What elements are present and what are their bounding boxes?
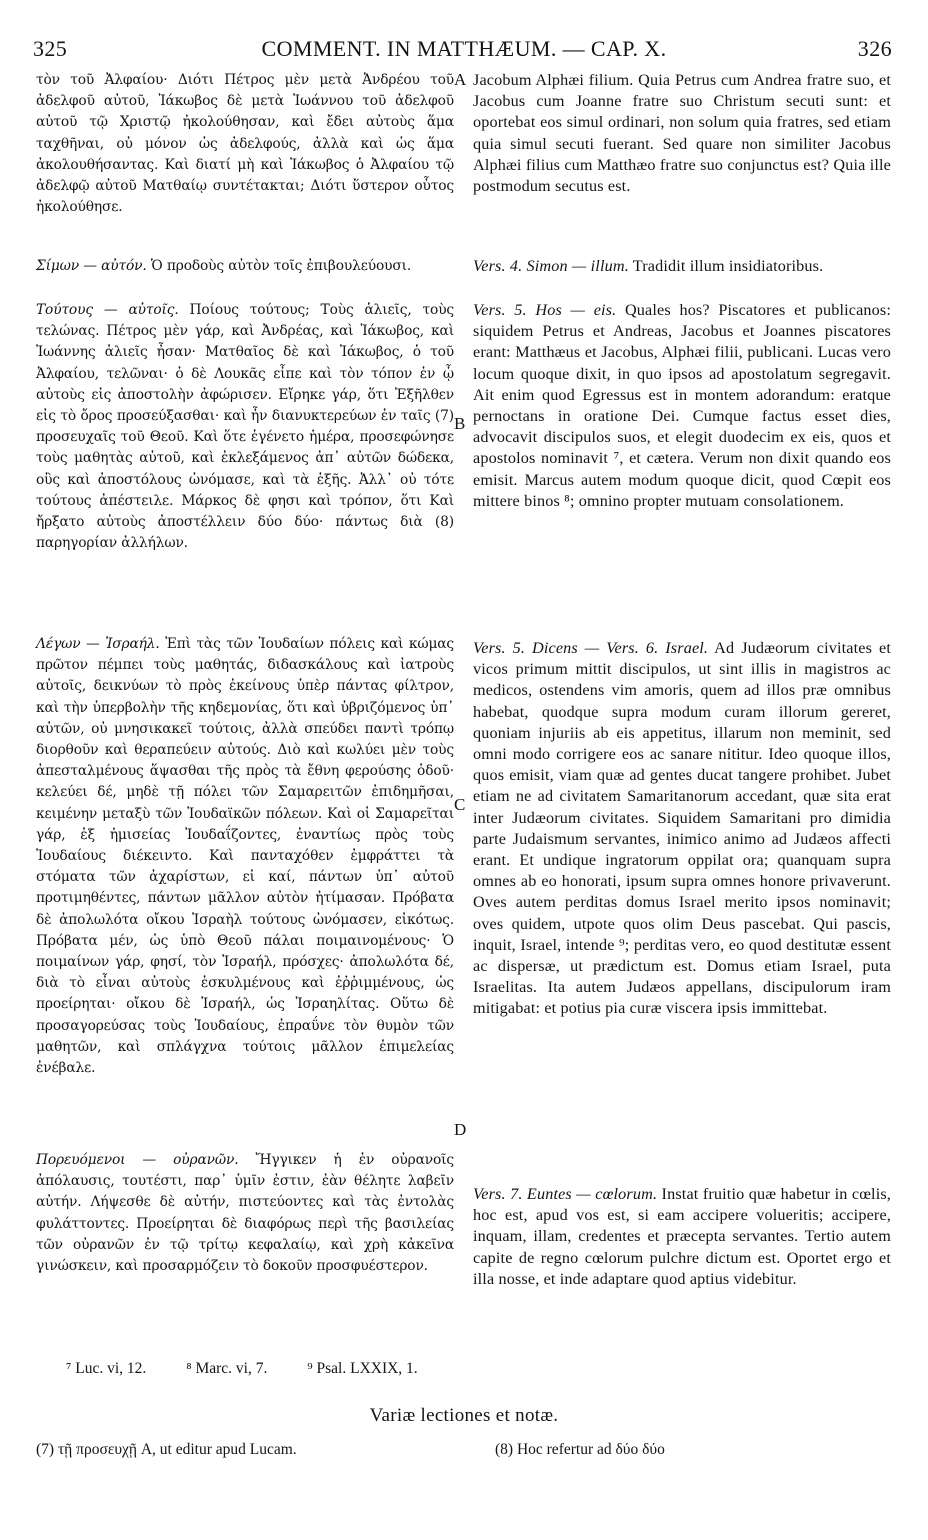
greek-lemma-4: Λέγων — Ἰσραήλ. bbox=[36, 636, 160, 652]
latin-lemma-4: Vers. 5. Dicens — Vers. 6. Israel. bbox=[473, 639, 709, 657]
greek-text-4: Ἐπὶ τὰς τῶν Ἰουδαίων πόλεις καὶ κώμας πρῶτον πέμπει τοὺς μαθητάς, διδασκάλους καὶ ἰατροὺς αὐτοῖς, δεικνύων τὸ πρὸς ἐκείνους ὑπὲρ πάντας φίλτρον, καὶ τὴν ὑπερβολὴν τῆς κηδεμονίας, ὅτι καὶ ὑβριζόμενος ὑπ᾽ αὐτῶν, οὐ μνησικακεῖ τούτοις, ἀλλὰ σπεύδει παντὶ τρόπῳ διορθοῦν καὶ θεραπεύειν αὐτούς. Διὸ καὶ κωλύει μὲν τοὺς ἀπεσταλμένους ἅψασθαι τῆς πρὸς τὰ ἔθνη φερούσης ὁδοῦ· κελεύει δέ, μηδὲ τῇ πόλει τῶν Σαμαρειτῶν ἐπιδημῆσαι, κειμένην μεταξὺ τῶν Ἰουδαϊκῶν πόλεων. Καὶ οἱ Σαμαρεῖται γάρ, ἐξ ἡμισείας Ἰουδαΐζοντες, ἐναντίως πρὸς τοὺς Ἰουδαίους διέκειντο. Καὶ πανταχόθεν ἐμφράττει τὰ στόματα τῶν ἀχαρίστων, εἰ καί, πάντων ὑπ᾽ αὐτοῦ προτιμηθέντες, πάντων μᾶλλον αὐτὸν ἠτίμασαν. Πρόβατα δὲ ἀπολωλότα οἴκου Ἰσραὴλ τούτους ὠνόμασεν, εἰκότως. Πρόβατα μέν, ὡς ὑπὸ Θεοῦ πάλαι ποιμαινομένους· Ὁ ποιμαίνων γάρ, φησί, τὸν Ἰσραήλ, πρόσχες· ἀπολωλότα δέ, διὰ τὸ εἶναι αὐτοὺς ἐσκυλμένους καὶ ἐῤῥιμμένους, ὡς προείρηται· οἴκου δὲ Ἰσραήλ, ὡς Ἰσραηλίτας. Οὕτω δὲ προσαγορεύσας τοὺς Ἰουδαίους, ἐπραΰνε τὸν θυμὸν τῶν μαθητῶν, καὶ σπλάγχνα τούτοις μᾶλλον ἐπιμελείας ἐνέβαλε. bbox=[36, 636, 455, 1077]
footnote-9: ⁹ Psal. LXXIX, 1. bbox=[307, 1360, 418, 1377]
scripture-footnotes bbox=[66, 1360, 906, 1378]
page-header bbox=[0, 36, 928, 64]
greek-paragraph-3 bbox=[36, 300, 454, 554]
greek-lemma-5: Πορευόμενοι — οὐρανῶν. bbox=[36, 1152, 239, 1168]
greek-paragraph-2 bbox=[36, 256, 454, 277]
greek-text-2: Ὁ προδοὺς αὐτὸν τοῖς ἐπιβουλεύουσι. bbox=[146, 258, 412, 274]
footnote-8: ⁸ Marc. vi, 7. bbox=[186, 1360, 268, 1377]
greek-lemma-2: Σίμων — αὐτόν. bbox=[36, 258, 147, 274]
margin-letter-a: A bbox=[454, 70, 467, 89]
greek-lemma-3: Τούτους — αὐτοῖς. bbox=[36, 302, 179, 318]
latin-lemma-5: Vers. 7. Euntes — cœlorum. bbox=[473, 1185, 658, 1203]
latin-text-3: Quales hos? Piscatores et publicanos: siquidem Petrus et Andreas, Jacobus et Joannes piscatores erant: Matthæus et Jacobus, Alphæi filii, publicani. Lucas vero locum quoque dixit, in quo ipsos ad apostolatum segregavit. Ait enim quod Egressus est in montem adorandum: eratque pernoctans in oratione Dei. Cumque factus esset dies, advocavit discipulos suos, et elegit duodecim ex eis, quos et apostolos nominavit ⁷, et cætera. Verum non dixit quando eos emisit. Marcus autem modum quoque dicit, quod Cœpit eos mittere binos ⁸; omnino propter mutuam consolationem. bbox=[473, 301, 892, 510]
latin-lemma-2: Vers. 4. Simon — illum. bbox=[473, 257, 629, 275]
greek-text-3: Ποίους τούτους; Τοὺς ἁλιεῖς, τοὺς τελώνας. Πέτρος μὲν γάρ, καὶ Ἀνδρέας, καὶ Ἰάκωβος, καὶ Ἰωάννης ἁλιεῖς ἦσαν· Ματθαῖος δὲ καὶ Ἰάκωβος, ὁ τοῦ Ἀλφαίου, τελῶναι· ὁ δὲ Λουκᾶς εἶπε καὶ τὸν τόπον ἐν ᾧ αὐτοὺς εἰς ἀποστολὴν ἀφώρισεν. Εἴρηκε γάρ, ὅτι Ἐξῆλθεν εἰς τὸ ὄρος προσεύξασθαι· καὶ ἦν διανυκτερεύων ἐν ταῖς (7) προσευχαῖς τοῦ Θεοῦ. Καὶ ὅτε ἐγένετο ἡμέρα, προσεφώνησε τοὺς μαθητὰς αὐτοῦ, καὶ ἐκλεξάμενος ἀπ᾽ αὐτῶν δώδεκα, οὓς καὶ ἀποστόλους ὠνόμασε, καὶ τὰ ἑξῆς. Ἀλλ᾽ οὐ τότε τούτους ἀπέστειλε. Μάρκος δὲ φησι καὶ τρόπον, ὅτι Καὶ ἤρξατο αὐτοὺς ἀποστέλλειν δύο δύο· πάντως διὰ (8) παρηγορίαν ἀλλήλων. bbox=[36, 302, 455, 552]
latin-paragraph-5 bbox=[473, 1184, 891, 1290]
latin-paragraph-3 bbox=[473, 300, 891, 512]
latin-paragraph-4 bbox=[473, 638, 891, 1020]
right-page-number: 326 bbox=[857, 36, 892, 61]
latin-text-4: Ad Judæorum civitates et vicos primum mittit discipulos, ut sint illis in magistros ac medicos, ostendens vim amoris, quem ad illos præ omnibus habebat, quodque supra modum curam illorum gereret, quoniam injuriis ab eis appetitus, illarum non meminit, sed omni modo corrigere eos ac sanare nititur. Ideo quoque illos, quos emisit, viam quæ ad gentes ducat tangere prohibet. Jubet etiam ne ad civitatem Samaritanorum accedant, quæ sita erat inter Judæorum civitates. Siquidem Samaritani pro dimidia parte Judaismum servantes, inimico animo ad Judæos affecti erant. Et undique ingratorum oppilat ora; quanquam supra omnes ab eo honorati, ipsum supra omnes honore privaverunt. Oves autem perditas domus Israel merito ipsos nominavit; oves quidem, utpote quos olim Deus pascebat. Qui pascis, inquit, Israel, intende ⁹; perditas vero, eo quod destitutæ essent ac dispersæ, ut prædictum est. Domus etiam Israel, puta Israelitas. Ita autem Judæos appellans, discipulorum iram mitigabat: et potius pia curæ viscera ipsis immittebat. bbox=[473, 639, 891, 1018]
left-page-number: 325 bbox=[33, 36, 68, 61]
latin-text-2: Tradidit illum insidiatoribus. bbox=[628, 257, 824, 275]
footnote-7: ⁷ Luc. vi, 12. bbox=[66, 1360, 147, 1377]
running-title: COMMENT. IN MATTHÆUM. — CAP. X. bbox=[261, 36, 667, 61]
latin-text-5: Instat fruitio quæ habetur in cœlis, hoc est, apud vos est, si eam accipere volueritis; accipere, inquam, illam, credentes et præcepta servantes. Tertio autem capite de regno cœlorum pulchre dictum est. Oportet ergo et illa nosse, et inde adaptare quod aptius videbitur. bbox=[473, 1185, 891, 1288]
greek-paragraph-4 bbox=[36, 634, 454, 1079]
variae-lectiones-heading: Variæ lectiones et notæ. bbox=[369, 1405, 559, 1426]
variant-note-7: (7) τῇ προσευχῇ A, ut editur apud Lucam. bbox=[36, 1441, 297, 1458]
margin-letter-c: C bbox=[454, 795, 466, 814]
latin-lemma-3: Vers. 5. Hos — eis. bbox=[473, 301, 617, 319]
greek-paragraph-1: τὸν τοῦ Ἀλφαίου· Διότι Πέτρος μὲν μετὰ Ἀνδρέου τοῦ ἀδελφοῦ αὐτοῦ, Ἰάκωβος δὲ μετὰ Ἰωάννου τοῦ ἀδελφοῦ αὐτοῦ τῷ Χριστῷ ἠκολούθησαν, καὶ ἔδει αὐτοὺς ἅμα ταχθῆναι, οὐ μόνον ὡς ἀδελφούς, ἀλλὰ καὶ ὡς ἅμα ἀκολουθήσαντας. Καὶ διατί μὴ καὶ Ἰάκωβος ὁ Ἀλφαίου τῷ ἀδελφῷ αὐτοῦ Ματθαίῳ συντέτακται; Διότι ὕστερον οὗτος ἠκολούθησε. bbox=[36, 72, 454, 216]
latin-paragraph-1: Jacobum Alphæi filium. Quia Petrus cum Andrea fratre suo, et Jacobus cum Joanne fratre suo Christum secuti sunt: et oportebat eos simul ordinari, non solum quia fratres, sed etiam quia simul secuti fuerant. Sed quare non similiter Jacobus Alphæi filius cum Matthæo fratre suo conjunctus est? Quia ille postmodum secutus est. bbox=[473, 71, 891, 196]
latin-paragraph-2 bbox=[473, 256, 891, 277]
variant-note-8: (8) Hoc refertur ad δύο δύο bbox=[495, 1441, 665, 1458]
margin-letter-d: D bbox=[454, 1120, 467, 1139]
margin-letter-b: B bbox=[454, 414, 466, 433]
greek-paragraph-5 bbox=[36, 1150, 454, 1277]
greek-text-5: Ἤγγικεν ἡ ἐν οὐρανοῖς ἀπόλαυσις, τουτέστι, παρ᾽ ὑμῖν ἐστιν, ἐὰν θέλητε λαβεῖν αὐτήν. Λήψεσθε δὲ αὐτήν, πιστεύοντες καὶ τὰς ἐντολὰς φυλάττοντες. Προείρηται δὲ διαφόρως περὶ τῆς βασιλείας τῶν οὐρανῶν ἐν τῷ τρίτῳ κεφαλαίῳ, καὶ χρὴ κἀκεῖνα γινώσκειν, καὶ προσαρμόζειν τὸ δοκοῦν προσφυέστερον. bbox=[36, 1152, 454, 1275]
